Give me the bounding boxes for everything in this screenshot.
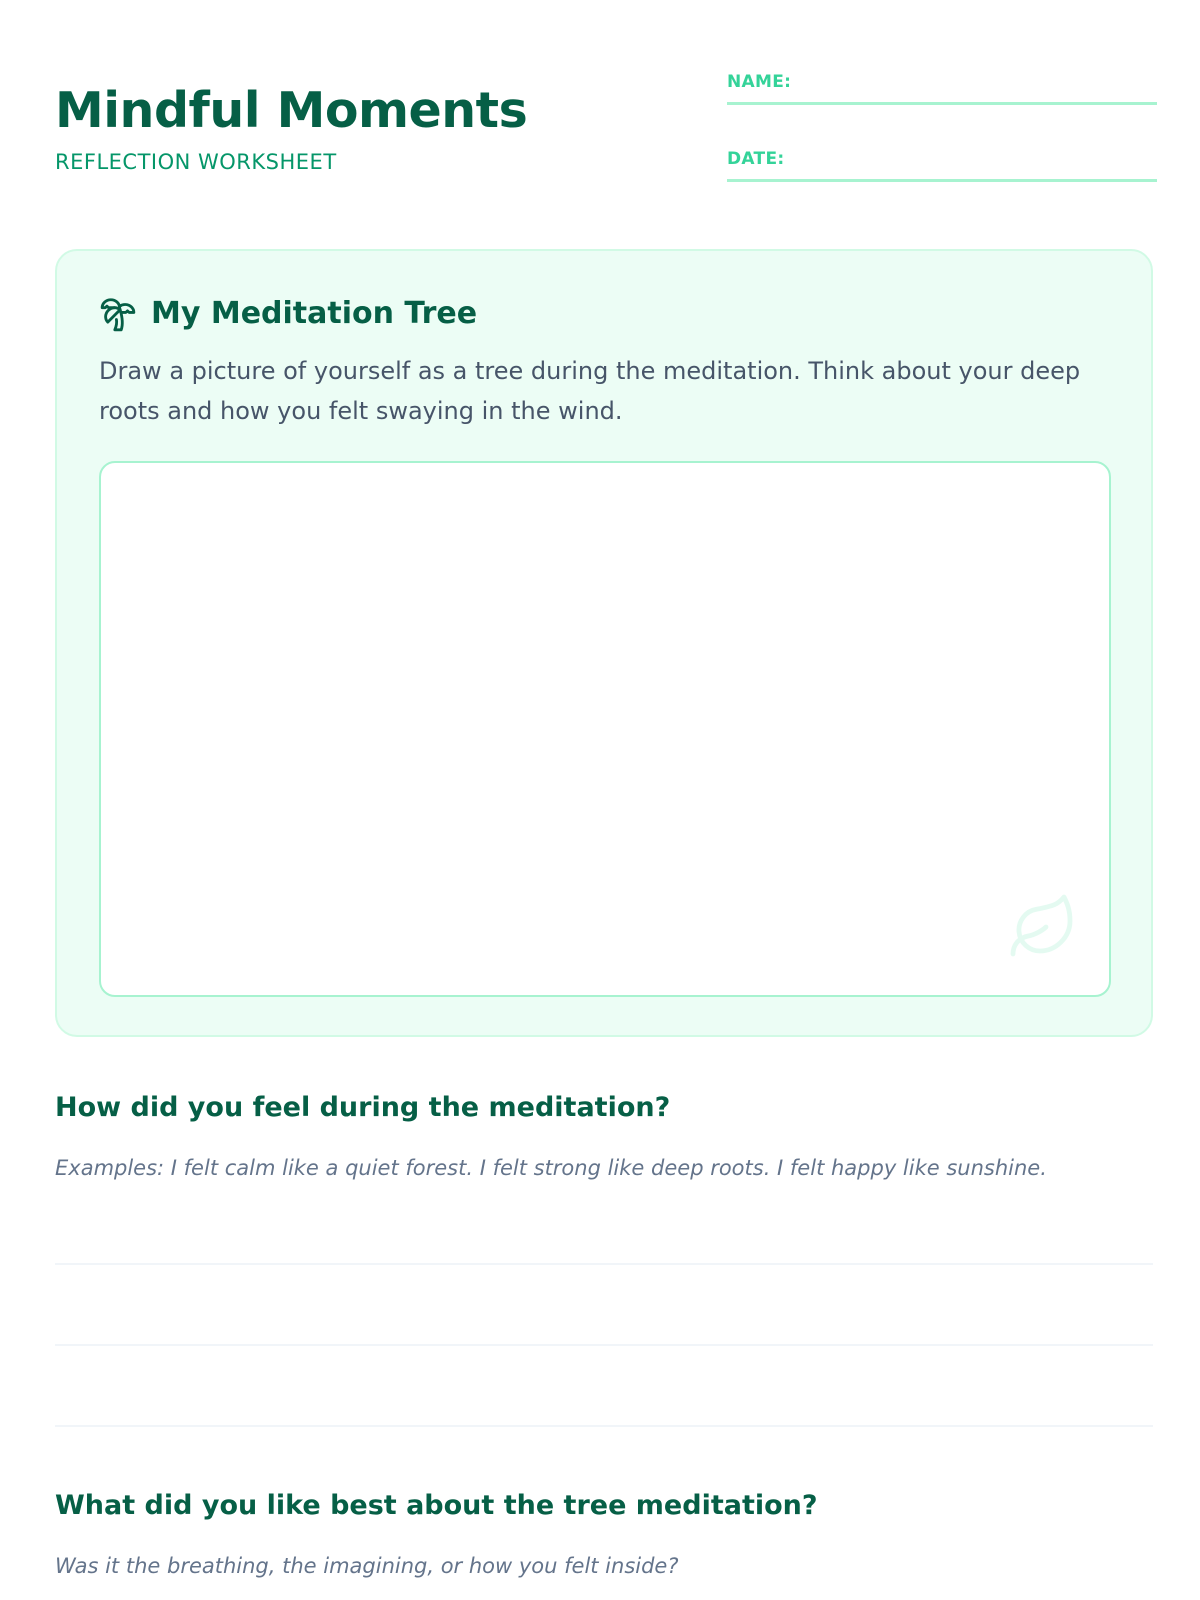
card-title: My Meditation Tree [151,296,478,331]
card-instructions: Draw a picture of yourself as a tree during the meditation. Think about your deep roots and how you felt swaying in the wind. [99,357,1081,425]
date-label: DATE: [727,149,785,169]
page-title: Mindful Moments [55,82,528,139]
answer-line[interactable] [55,1344,1153,1346]
name-label: NAME: [727,72,792,92]
palm-tree-icon [99,295,137,333]
date-field[interactable] [727,149,1157,182]
page-subtitle: REFLECTION WORKSHEET [55,150,337,174]
drawing-area[interactable] [99,461,1111,997]
leaf-icon [1007,891,1079,967]
name-field[interactable] [727,72,1157,105]
question-1-title: How did you feel during the meditation? [55,1092,671,1123]
card-heading [99,295,477,333]
question-2-title: What did you like best about the tree meditation? [55,1490,818,1521]
meditation-tree-card [55,249,1153,1037]
question-2-hint: Was it the breathing, the imagining, or how you felt inside? [55,1554,679,1578]
answer-line[interactable] [55,1263,1153,1265]
answer-line[interactable] [55,1425,1153,1427]
question-1-hint: Examples: I felt calm like a quiet forest. I felt strong like deep roots. I felt happy like sunshine. [55,1156,1047,1180]
